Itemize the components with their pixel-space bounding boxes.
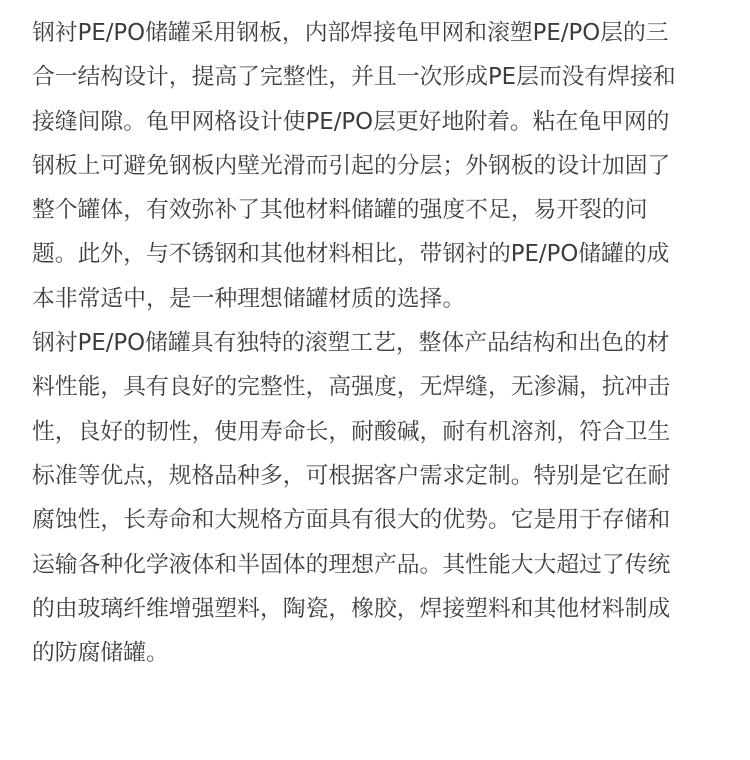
article-body [0, 11, 750, 675]
paragraph-line: 钢衬PE/PO储罐采用钢板，内部焊接龟甲网和滚塑PE/PO层的三 [32, 20, 669, 46]
paragraph-2 [0, 321, 750, 675]
paragraph-line: 料性能，具有良好的完整性，高强度，无焊缝，无渗漏，抗冲击 [32, 374, 671, 401]
paragraph-line: 整个罐体，有效弥补了其他材料储罐的强度不足，易开裂的问 [32, 197, 648, 224]
paragraph-line: 标准等优点，规格品种多，可根据客户需求定制。特别是它在耐 [32, 462, 671, 489]
paragraph-line: 运输各种化学液体和半固体的理想产品。其性能大大超过了传统 [32, 551, 671, 578]
paragraph-line: 本非常适中，是一种理想储罐材质的选择。 [32, 285, 466, 312]
paragraph-line: 接缝间隙。龟甲网格设计使PE/PO层更好地附着。粘在龟甲网的 [32, 108, 670, 135]
paragraph-1 [0, 11, 750, 321]
paragraph-line: 腐蚀性，长寿命和大规格方面具有很大的优势。它是用于存储和 [32, 507, 671, 534]
paragraph-line: 的防腐储罐。 [32, 640, 169, 667]
paragraph-line: 合一结构设计，提高了完整性，并且一次形成PE层而没有焊接和 [32, 64, 676, 91]
paragraph-line: 题。此外，与不锈钢和其他材料相比，带钢衬的PE/PO储罐的成 [32, 241, 670, 268]
paragraph-line: 钢衬PE/PO储罐具有独特的滚塑工艺，整体产品结构和出色的材 [32, 330, 670, 357]
paragraph-line: 的由玻璃纤维增强塑料，陶瓷，橡胶，焊接塑料和其他材料制成 [32, 595, 671, 622]
paragraph-line: 性，良好的韧性，使用寿命长，耐酸碱，耐有机溶剂，符合卫生 [32, 418, 671, 445]
paragraph-line: 钢板上可避免钢板内壁光滑而引起的分层；外钢板的设计加固了 [32, 152, 671, 179]
